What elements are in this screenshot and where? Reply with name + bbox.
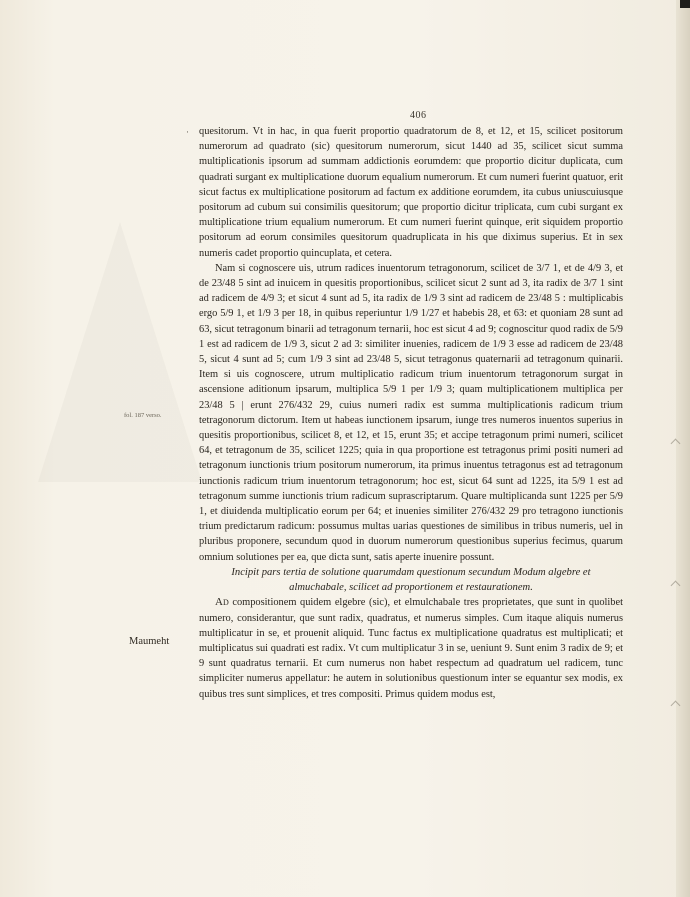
paragraph-quesitorum: quesitorum. Vt in hac, in qua fuerit proportio quadratorum de 8, et 12, et 15, scilicet positorum numerorum ad quadrato (sic) quesitorum numerorum, sicut 1440 ad 35, scilicet sicut summa multiplicationis ipsorum ad summam addictionis eorumdem: que proportio dicitur duplicata, cum quadrati surgant ex multiplicatione duorum equalium numerorum. Et cum numeri fuerint quatuor, erit sicut factus ex multiplicatione positorum ad factum ex additione eorumdem, ita cubus uniuscuiusque positorum ad cubum sui consimilis quesitorum; que proportio dicitur triplicata, cum cubi surgant ex multiplicatione trium equalium numerorum. Et cum numeri fuerint quinque, erit siquidem proportio positorum ad eorum consimiles quesitorum quadruplicata in his que diximus superius. Et in sex numeris cadet proportio quincuplata, et cetera. (199, 126, 623, 259)
lead-word: Ad (215, 596, 229, 609)
margin-dot: · (186, 127, 189, 137)
page-edge (676, 0, 690, 897)
paragraph-nam-si: Nam si cognoscere uis, utrum radices inuentorum tetragonorum, scilicet de 3/7 1, et de 4/9 3, et de 23/48 5 sint ad inuicem in quesitis proportionibus, scilicet sicut 2 sunt ad 3, ita radix de 3/7 1 sint ad radicem de 4/9 3; et sicut 4 sunt ad 5, ita radix de 1/9 3 sint ad radicem de 23/48 5 : multiplicabis ergo 5/9 1, et 1/9 3 per 18, in quibus reperiuntur 1/9 1/27 et habebis 28, et 63: et quoniam 28 sunt ad 63, sicut tetragonum binarii ad tetragonum ternarii, hoc est sicut 4 ad 9; cognoscitur quod radix de 5/9 1 est ad radicem de 1/9 3, sicut 2 ad 3: similiter inuenies, radicem de 1/9 3 esse ad radicem de 23/48 5, sicut 4 sunt ad 5; cum 1/9 3 sint ad 23/48 5, sicut tetragonus quaternarii ad tetragonum quinarii. Item si uis cognoscere, utrum multiplicatio radicum trium inuentorum tetragonorum surgat in ascensione aditionum ipsarum, multiplica 5/9 1 per 1/9 3; quam multiplicationem multiplica per 23/48 5 | erunt 276/432 29, cuius numeri radix est summa multiplicationis radicum trium tetragonorum dictorum. Item ut habeas iunctionem ipsarum, iunge tres numeros inuentos superius in quesitis proportionibus, scilicet 8, et 12, et 15, erunt 35; et accipe tetragonum primi numeri, scilicet 64, et tetragonum de 35, scilicet 1225; quia in qua proportione est tetragonus primi positi numeri ad tetragonum iunctionis trium positorum numerorum, ita primus inuentus tetragonus est ad tetragonum iunctionis radicum trium inuentorum tetragonorum; hoc est, sicut 64 sunt ad 1225, ita 5/9 1 est ad tetragonum summe iunctionis trium radicum suprascriptarum. Quare multiplicanda sunt 1225 per 5/9 1, et diuidenda multiplicatio eorum per 64; et inuenies similiter 276/432 29 pro tetragono iunctionis trium predictarum radicum: possumus multas uarias questiones de similibus in tribus numeris, uel in pluribus proponere, secundum quod in duorum numerorum questionibus superius fecimus, quarum omnium solutiones per ea, que dicta sunt, satis aperte inuenire possunt. (199, 262, 623, 563)
show-through-shape (38, 222, 202, 482)
main-text (199, 124, 623, 702)
paragraph-ad-compositionem (199, 595, 623, 701)
page-number: 406 (410, 110, 427, 121)
paragraph-text: compositionem quidem elgebre (sic), et elmulchabale tres proprietates, que sunt in quolibet numero, considerantur, que sunt radix, quadratus, et numerus simples. Cum itaque aliquis numerus multiplicatur in se, et prouenit aliquid. Tunc factus ex multiplicatione quadratus est multiplicati; et multiplicatus sui quadrati est radix. Vt cum multiplicatur 3 in se, ueniunt 9. Sunt enim 3 radix de 9; et 9 sunt quadratus ternarii. Et cum numerus non habet respectum ad quadratum uel radicem, tunc simpliciter numerus appellatur: he autem in solutionibus questionum inter se equantur sex modis, ex quibus tres sunt simplices, et tres compositi. Primus quidem modus est, (199, 597, 623, 700)
folio-margin-note: fol. 187 verso. (124, 412, 162, 419)
author-margin-name: Maumeht (129, 636, 170, 647)
section-heading: Incipit pars tertia de solutione quarumdam questionum secundum Modum algebre et almuchabale, scilicet ad proportionem et restaurationem. (231, 566, 591, 594)
corner-mark (680, 0, 690, 8)
